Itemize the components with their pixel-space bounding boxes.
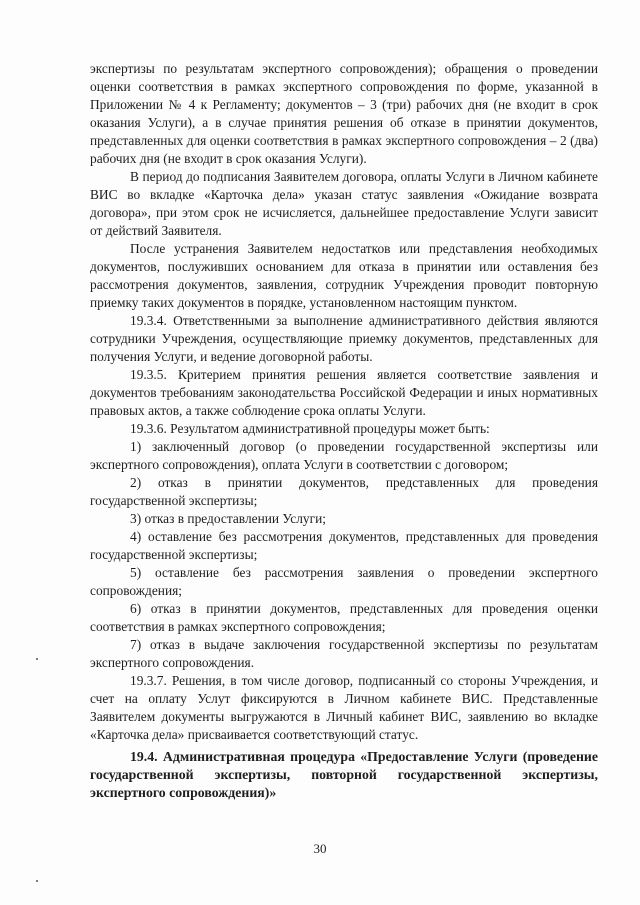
list-item-1: 1) заключенный договор (о проведении государственной экспертизы или экспертного сопровождения), оплата Услуги в соответствии с договором; (90, 439, 598, 472)
document-body (90, 60, 598, 802)
paragraph-resubmission: После устранения Заявителем недостатков или представления необходимых документов, послуживших основанием для отказа в принятии или оставления без рассмотрения документов, заявления, сотрудник Учреждения проводит повторную приемку таких документов в порядке, установленном настоящим пунктом. (90, 241, 598, 310)
paragraph-signing-period: В период до подписания Заявителем договора, оплаты Услуги в Личном кабинете ВИС во вкладке «Карточка дела» указан статус заявления «Ожидание возврата договора», при этом срок не исчисляется, дальнейшее предоставление Услуги зависит от действий Заявителя. (90, 169, 598, 238)
paragraph-19-3-5: 19.3.5. Критерием принятия решения является соответствие заявления и документов требованиям законодательства Российской Федерации и иных нормативных правовых актов, а также соблюдение срока оплаты Услуги. (90, 367, 598, 418)
list-item-7: 7) отказ в выдаче заключения государственной экспертизы по результатам экспертного сопровождения. (90, 637, 598, 670)
section-heading-19-4: 19.4. Административная процедура «Предоставление Услуги (проведение государственной экспертизы, повторной государственной экспертизы, экспертного сопровождения)» (90, 749, 598, 800)
list-item-4: 4) оставление без рассмотрения документов, представленных для проведения государственной экспертизы; (90, 529, 598, 562)
list-item-6: 6) отказ в принятии документов, представленных для проведения оценки соответствия в рамках экспертного сопровождения; (90, 601, 598, 634)
list-item-2: 2) отказ в принятии документов, представленных для проведения государственной экспертизы; (90, 475, 598, 508)
paragraph-continuation: экспертизы по результатам экспертного сопровождения); обращения о проведении оценки соответствия в рамках экспертного сопровождения по форме, указанной в Приложении № 4 к Регламенту; документов – 3 (три) рабочих дня (не входит в срок оказания Услуги), а в случае принятия решения об отказе в принятии документов, представленных для оценки соответствия в рамках экспертного сопровождения – 2 (два) рабочих дня (не входит в срок оказания Услуги). (90, 61, 598, 166)
scan-speck (36, 880, 38, 882)
list-item-5: 5) оставление без рассмотрения заявления о проведении экспертного сопровождения; (90, 565, 598, 598)
page-number: 30 (313, 841, 327, 856)
scan-speck (36, 658, 38, 660)
paragraph-19-3-7: 19.3.7. Решения, в том числе договор, подписанный со стороны Учреждения, и счет на оплату Услут фиксируются в Личном кабинете ВИС. Представленные Заявителем документы выгружаются в Личный кабинет ВИС, заявлению во вкладке «Карточка дела» присваивается соответствующий статус. (90, 673, 598, 742)
paragraph-19-3-6: 19.3.6. Результатом административной процедуры может быть: (130, 421, 490, 436)
paragraph-19-3-4: 19.3.4. Ответственными за выполнение административного действия являются сотрудники Учреждения, осуществляющие приемку документов, представленных для получения Услуги, и ведение договорной работы. (90, 313, 598, 364)
list-item-3: 3) отказ в предоставлении Услуги; (130, 511, 326, 526)
